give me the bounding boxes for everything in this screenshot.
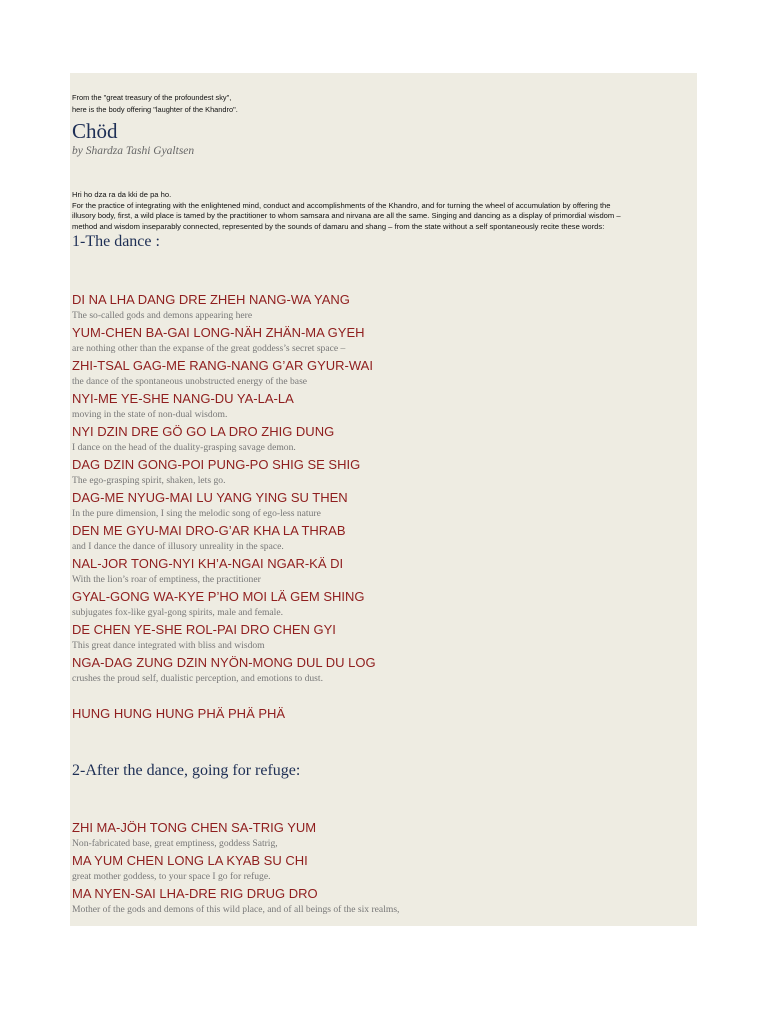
intro-line-1: From the "great treasury of the profoundest sky",	[72, 93, 232, 102]
verse	[72, 884, 692, 917]
verse	[72, 290, 692, 323]
verse-translation: the dance of the spontaneous unobstructed energy of the base	[72, 376, 308, 388]
verse-tibetan: DE CHEN YE-SHE ROL-PAI DRO CHEN GYI	[72, 622, 336, 638]
verse-translation: subjugates fox-like gyal-gong spirits, male and female.	[72, 607, 284, 619]
verse	[72, 488, 692, 521]
verse-list-refuge	[72, 818, 692, 917]
verse	[72, 818, 692, 851]
preamble-line: illusory body, first, a wild place is tamed by the practitioner to whom samsara and nirvana are all the same. Singing and dancing as a display of primordial wisdom –	[72, 211, 621, 221]
verse-tibetan: ZHI-TSAL GAG-ME RANG-NANG G’AR GYUR-WAI	[72, 358, 373, 374]
verse-translation: With the lion’s roar of emptiness, the practitioner	[72, 574, 261, 586]
verse-tibetan: MA YUM CHEN LONG LA KYAB SU CHI	[72, 853, 308, 869]
intro-line-2: here is the body offering "laughter of the Khandro".	[72, 105, 238, 114]
verse-tibetan: NGA-DAG ZUNG DZIN NYÖN-MONG DUL DU LOG	[72, 655, 376, 671]
document-content	[72, 92, 692, 917]
preamble-line: method and wisdom inseparably connected, represented by the sounds of damaru and shang – from the state without a self spontaneously recite these words:	[72, 221, 605, 231]
verse	[72, 323, 692, 356]
verse-tibetan: YUM-CHEN BA-GAI LONG-NÄH ZHÄN-MA GYEH	[72, 325, 365, 341]
verse-translation: In the pure dimension, I sing the melodic song of ego-less nature	[72, 508, 321, 520]
verse	[72, 356, 692, 389]
verse	[72, 653, 692, 686]
verse	[72, 587, 692, 620]
verse-translation: crushes the proud self, dualistic perception, and emotions to dust.	[72, 673, 323, 685]
verse	[72, 455, 692, 488]
verse-translation: This great dance integrated with bliss and wisdom	[72, 640, 265, 652]
verse-tibetan: DAG DZIN GONG-POI PUNG-PO SHIG SE SHIG	[72, 457, 361, 473]
preamble-line: Hri ho dza ra da kki de pa ho.	[72, 190, 172, 199]
verse-tibetan: NAL-JOR TONG-NYI KH’A-NGAI NGAR-KÄ DI	[72, 556, 344, 572]
preamble	[72, 190, 692, 232]
mantra-line: HUNG HUNG HUNG PHÄ PHÄ PHÄ	[72, 706, 286, 722]
verse-translation: are nothing other than the expanse of the great goddess’s secret space –	[72, 343, 346, 355]
document-page	[70, 73, 697, 926]
verse-list-dance	[72, 290, 692, 686]
verse-tibetan: DEN ME GYU-MAI DRO-G’AR KHA LA THRAB	[72, 523, 346, 539]
verse-translation: moving in the state of non-dual wisdom.	[72, 409, 228, 421]
verse	[72, 521, 692, 554]
verse	[72, 554, 692, 587]
preamble-line: For the practice of integrating with the enlightened mind, conduct and accomplishments of the Khandro, and for turning the wheel of accumulation by offering the	[72, 200, 611, 210]
verse-tibetan: NYI DZIN DRE GÖ GO LA DRO ZHIG DUNG	[72, 424, 335, 440]
verse-tibetan: DAG-ME NYUG-MAI LU YANG YING SU THEN	[72, 490, 348, 506]
section-heading-dance: 1-The dance :	[72, 233, 160, 251]
verse-translation: great mother goddess, to your space I go for refuge.	[72, 871, 271, 883]
verse-tibetan: GYAL-GONG WA-KYE P’HO MOI LÄ GEM SHING	[72, 589, 365, 605]
verse-tibetan: ZHI MA-JÖH TONG CHEN SA-TRIG YUM	[72, 820, 317, 836]
section-heading-refuge: 2-After the dance, going for refuge:	[72, 762, 301, 780]
verse	[72, 422, 692, 455]
verse-translation: Non-fabricated base, great emptiness, goddess Satrig,	[72, 838, 278, 850]
verse	[72, 620, 692, 653]
page-title: Chöd	[72, 119, 118, 143]
verse-tibetan: DI NA LHA DANG DRE ZHEH NANG-WA YANG	[72, 292, 350, 308]
verse-tibetan: NYI-ME YE-SHE NANG-DU YA-LA-LA	[72, 391, 294, 407]
verse	[72, 389, 692, 422]
verse-tibetan: MA NYEN-SAI LHA-DRE RIG DRUG DRO	[72, 886, 318, 902]
verse-translation: Mother of the gods and demons of this wild place, and of all beings of the six realms,	[72, 904, 400, 916]
verse-translation: and I dance the dance of illusory unreality in the space.	[72, 541, 284, 553]
verse-translation: The so-called gods and demons appearing here	[72, 310, 253, 322]
verse-translation: The ego-grasping spirit, shaken, lets go.	[72, 475, 226, 487]
verse-translation: I dance on the head of the duality-grasping savage demon.	[72, 442, 296, 454]
verse	[72, 851, 692, 884]
author-line: by Shardza Tashi Gyaltsen	[72, 145, 195, 157]
